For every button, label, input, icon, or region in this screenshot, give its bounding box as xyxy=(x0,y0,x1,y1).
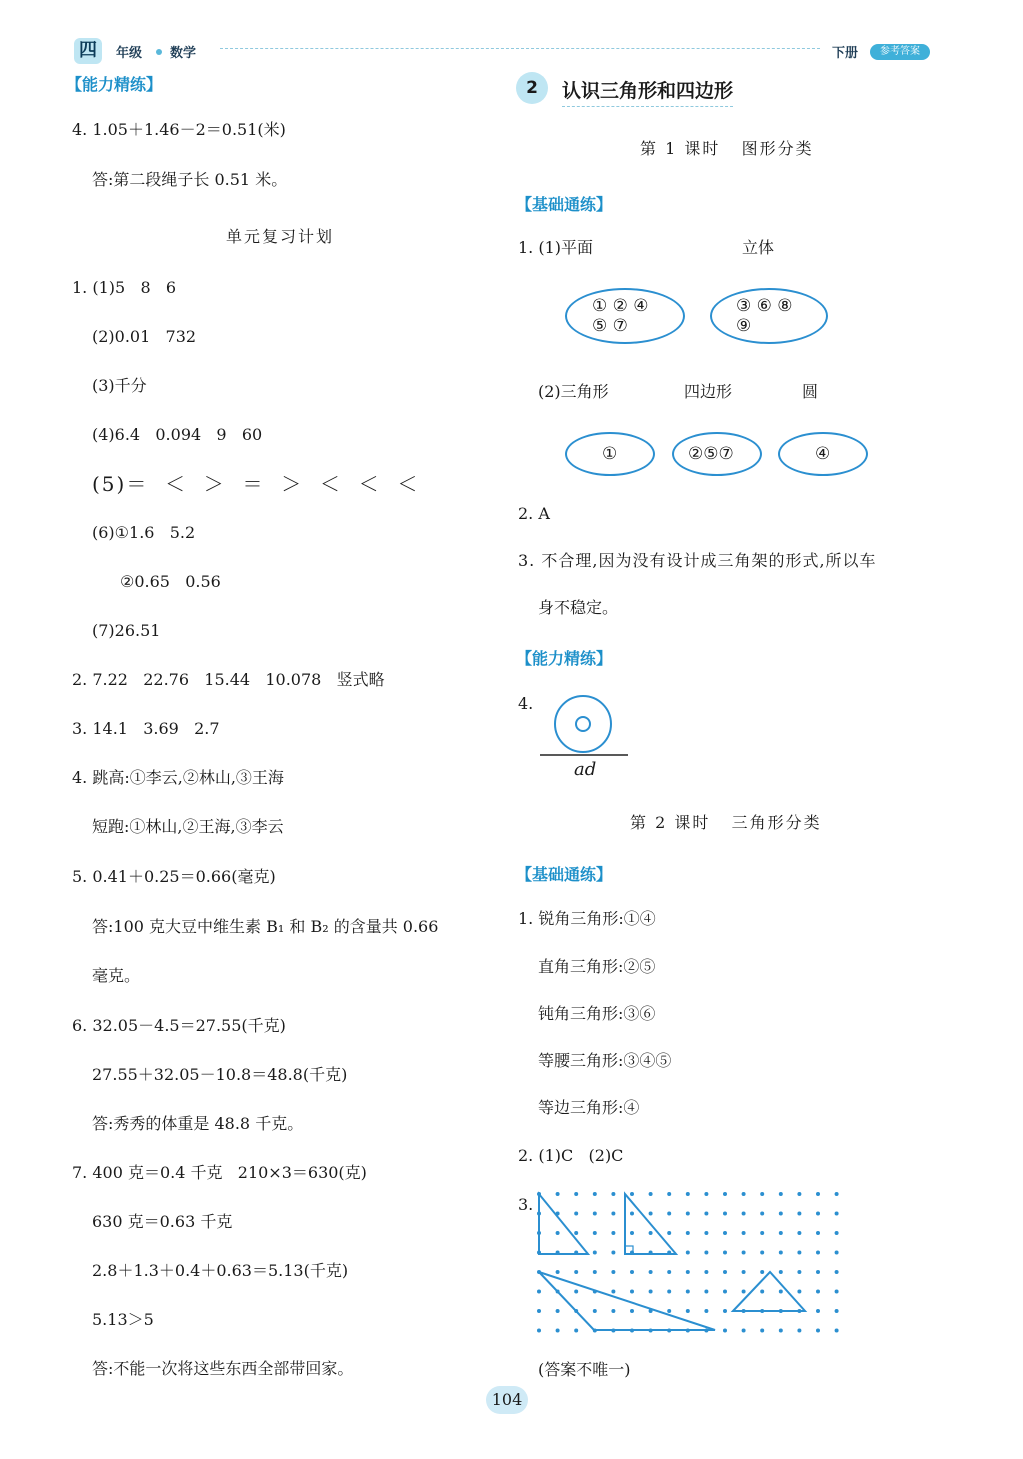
grid-dot xyxy=(686,1192,690,1196)
grid-dot xyxy=(704,1270,708,1274)
grid-dot xyxy=(593,1212,597,1216)
grid-dot xyxy=(686,1231,690,1235)
chapter-title: 认识三角形和四边形 xyxy=(562,76,733,107)
answer-line: 630 克＝0.63 千克 xyxy=(92,1212,233,1231)
grid-dot xyxy=(667,1231,671,1235)
grid-dot xyxy=(760,1290,764,1294)
grid-dot xyxy=(574,1231,578,1235)
ellipse-text: ③ ⑥ ⑧ xyxy=(736,296,793,316)
answer-line: 1. (1)5 8 6 xyxy=(72,278,177,297)
grid-dot xyxy=(816,1231,820,1235)
grid-dot xyxy=(835,1231,839,1235)
answer-line: 7. 400 克＝0.4 千克 210×3＝630(克) xyxy=(72,1163,367,1182)
grid-dot xyxy=(742,1329,746,1333)
grid-dot xyxy=(611,1231,615,1235)
answer-line: (6)①1.6 5.2 xyxy=(92,523,196,542)
grid-dot xyxy=(779,1231,783,1235)
ellipse-text: ① xyxy=(602,444,618,464)
ellipse-text: ① ② ④ xyxy=(592,296,649,316)
answer-line: 答:第二段绳子长 0.51 米。 xyxy=(92,170,288,189)
grid-dot xyxy=(667,1270,671,1274)
answer-line: 5.13＞5 xyxy=(92,1310,154,1329)
grid-dot xyxy=(611,1192,615,1196)
grid-dot xyxy=(742,1192,746,1196)
answer-line: 27.55＋32.05－10.8＝48.8(千克) xyxy=(92,1065,348,1084)
grid-dot xyxy=(556,1231,560,1235)
answer-line: ②0.65 0.56 xyxy=(120,572,221,591)
grid-dot xyxy=(574,1270,578,1274)
answer-line: 3. xyxy=(518,1195,534,1214)
grid-dot xyxy=(667,1192,671,1196)
triangle-3 xyxy=(539,1272,715,1330)
grid-dot xyxy=(835,1270,839,1274)
grid-dot xyxy=(723,1251,727,1255)
grid-dot xyxy=(760,1251,764,1255)
answer-line: 等边三角形:④ xyxy=(538,1098,640,1117)
grid-dot xyxy=(593,1251,597,1255)
dot-grid-triangles xyxy=(530,1188,850,1338)
answer-line: 1. (1)平面 xyxy=(518,238,594,257)
answer-line: (2)0.01 732 xyxy=(92,327,197,346)
grid-dot xyxy=(779,1329,783,1333)
grid-dot xyxy=(537,1329,541,1333)
answer-note: (答案不唯一) xyxy=(538,1360,631,1379)
outer-circle xyxy=(555,696,611,752)
grid-dot xyxy=(797,1231,801,1235)
grid-dot xyxy=(649,1192,653,1196)
grid-dot xyxy=(816,1290,820,1294)
grid-dot xyxy=(704,1192,708,1196)
grid-dot xyxy=(593,1192,597,1196)
subject-label: 数学 xyxy=(170,46,197,61)
answer-line: 短跑:①林山,②王海,③李云 xyxy=(92,817,284,836)
grid-dot xyxy=(630,1231,634,1235)
answer-line: 等腰三角形:③④⑤ xyxy=(538,1051,672,1070)
grid-dot xyxy=(760,1192,764,1196)
answer-line: 答:不能一次将这些东西全部带回家。 xyxy=(92,1359,354,1378)
answer-line: 立体 xyxy=(742,238,775,257)
header-divider xyxy=(220,48,820,49)
grid-dot xyxy=(630,1309,634,1313)
grid-dot xyxy=(816,1251,820,1255)
answer-line: 4. xyxy=(518,694,534,713)
grid-dot xyxy=(630,1290,634,1294)
chapter-number: 2 xyxy=(516,72,548,104)
grid-dot xyxy=(611,1251,615,1255)
answer-line: 2.8＋1.3＋0.4＋0.63＝5.13(千克) xyxy=(92,1261,349,1280)
grid-dot xyxy=(667,1309,671,1313)
answer-line: 答:秀秀的体重是 48.8 千克。 xyxy=(92,1114,304,1133)
grid-dot xyxy=(835,1329,839,1333)
triangle-2 xyxy=(625,1194,676,1254)
grid-dot xyxy=(723,1270,727,1274)
inner-circle xyxy=(576,717,590,731)
answer-line: (5)＝ ＜ ＞ ＝ ＞ ＜ ＜ ＜ xyxy=(92,472,420,496)
grid-dot xyxy=(556,1192,560,1196)
grid-dot xyxy=(556,1270,560,1274)
section-basic: 【基础通练】 xyxy=(516,195,613,214)
grid-dot xyxy=(835,1290,839,1294)
grid-dot xyxy=(742,1270,746,1274)
grid-dot xyxy=(760,1212,764,1216)
answer-line: 1. 锐角三角形:①④ xyxy=(518,909,656,928)
grid-dot xyxy=(742,1251,746,1255)
ellipse-text: ②⑤⑦ xyxy=(688,444,734,464)
grid-dot xyxy=(723,1329,727,1333)
grid-dot xyxy=(611,1290,615,1294)
grid-dot xyxy=(686,1251,690,1255)
diagram-label: ad xyxy=(574,759,597,780)
page-number: 104 xyxy=(486,1386,528,1414)
grid-dot xyxy=(649,1270,653,1274)
grid-dot xyxy=(835,1309,839,1313)
page-header xyxy=(70,36,950,70)
volume-label: 下册 xyxy=(832,46,859,61)
grid-dot xyxy=(611,1309,615,1313)
grid-dot xyxy=(742,1290,746,1294)
grid-dot xyxy=(742,1212,746,1216)
section-ability-right: 【能力精练】 xyxy=(516,649,613,668)
section-ability-left: 【能力精练】 xyxy=(66,75,163,94)
answer-line: 直角三角形:②⑤ xyxy=(538,957,656,976)
grid-dot xyxy=(816,1192,820,1196)
grid-dot xyxy=(760,1231,764,1235)
grid-dot xyxy=(686,1290,690,1294)
ellipse-text: ⑤ ⑦ xyxy=(592,316,628,336)
grid-dot xyxy=(686,1270,690,1274)
answer-line: 身不稳定。 xyxy=(538,598,619,617)
grid-dot xyxy=(556,1309,560,1313)
grid-dot xyxy=(835,1212,839,1216)
grid-dot xyxy=(779,1270,783,1274)
grid-dot xyxy=(797,1212,801,1216)
answer-line: 2. A xyxy=(518,504,550,523)
grid-dot xyxy=(704,1251,708,1255)
grid-dot xyxy=(742,1231,746,1235)
grid-dot xyxy=(816,1270,820,1274)
grid-dot xyxy=(723,1290,727,1294)
grid-dot xyxy=(816,1309,820,1313)
grid-dot xyxy=(537,1309,541,1313)
lesson-title: 第 2 课时 三角形分类 xyxy=(630,813,822,832)
grid-dot xyxy=(630,1192,634,1196)
header-dot xyxy=(156,49,162,55)
grid-dot xyxy=(704,1290,708,1294)
grid-dot xyxy=(649,1290,653,1294)
grid-dot xyxy=(723,1309,727,1313)
answer-line: 3. 14.1 3.69 2.7 xyxy=(72,719,220,738)
lesson-title: 第 1 课时 图形分类 xyxy=(640,139,814,158)
grid-dot xyxy=(574,1192,578,1196)
grid-dot xyxy=(667,1212,671,1216)
ellipse-text: ④ xyxy=(815,444,831,464)
grid-dot xyxy=(704,1212,708,1216)
answer-line: 2. (1)C (2)C xyxy=(518,1146,624,1165)
answer-line: 4. 1.05＋1.46－2＝0.51(米) xyxy=(72,120,286,139)
grid-dot xyxy=(574,1212,578,1216)
grid-dot xyxy=(574,1290,578,1294)
ellipse-text: ⑨ xyxy=(736,316,752,336)
grid-dot xyxy=(723,1192,727,1196)
grid-dot xyxy=(797,1290,801,1294)
answer-line: 5. 0.41＋0.25＝0.66(毫克) xyxy=(72,867,276,886)
grid-dot xyxy=(760,1270,764,1274)
answer-line: 答:100 克大豆中维生素 B₁ 和 B₂ 的含量共 0.66 xyxy=(92,917,439,936)
grid-dot xyxy=(797,1329,801,1333)
grid-dot xyxy=(723,1212,727,1216)
grid-dot xyxy=(704,1231,708,1235)
grid-dot xyxy=(630,1212,634,1216)
grid-dot xyxy=(611,1270,615,1274)
grade-label: 年级 xyxy=(116,46,143,61)
grid-dot xyxy=(816,1329,820,1333)
grid-dot xyxy=(667,1290,671,1294)
grid-dot xyxy=(686,1212,690,1216)
grid-dot xyxy=(686,1309,690,1313)
answer-line: 圆 xyxy=(802,382,819,401)
grid-dot xyxy=(779,1251,783,1255)
grid-dot xyxy=(797,1251,801,1255)
grid-dot xyxy=(630,1270,634,1274)
answer-tag: 参考答案 xyxy=(870,44,930,60)
review-title: 单元复习计划 xyxy=(226,227,335,246)
answer-line: 钝角三角形:③⑥ xyxy=(538,1004,656,1023)
answer-line: (2)三角形 xyxy=(538,382,609,401)
grid-dot xyxy=(593,1309,597,1313)
answer-line: (4)6.4 0.094 9 60 xyxy=(92,425,263,444)
grade-badge: 四 xyxy=(74,38,102,64)
grid-dot xyxy=(649,1212,653,1216)
grid-dot xyxy=(779,1212,783,1216)
grid-dot xyxy=(835,1251,839,1255)
grid-dot xyxy=(593,1270,597,1274)
grid-dot xyxy=(611,1212,615,1216)
section-basic: 【基础通练】 xyxy=(516,865,613,884)
grid-dot xyxy=(649,1231,653,1235)
answer-line: 6. 32.05－4.5＝27.55(千克) xyxy=(72,1016,286,1035)
grid-dot xyxy=(835,1192,839,1196)
answer-line: 4. 跳高:①李云,②林山,③王海 xyxy=(72,768,284,787)
grid-dot xyxy=(574,1329,578,1333)
answer-line: 四边形 xyxy=(684,382,733,401)
answer-line: (7)26.51 xyxy=(92,621,161,640)
grid-dot xyxy=(797,1270,801,1274)
answer-line: (3)千分 xyxy=(92,376,147,395)
triangle-1 xyxy=(539,1194,588,1254)
grid-dot xyxy=(723,1231,727,1235)
grid-dot xyxy=(537,1290,541,1294)
grid-dot xyxy=(797,1192,801,1196)
grid-dot xyxy=(816,1212,820,1216)
grid-dot xyxy=(593,1231,597,1235)
grid-dot xyxy=(760,1329,764,1333)
answer-line: 3. 不合理,因为没有设计成三角架的形式,所以车 xyxy=(518,551,877,570)
answer-line: 2. 7.22 22.76 15.44 10.078 竖式略 xyxy=(72,670,385,689)
grid-dot xyxy=(704,1309,708,1313)
grid-dot xyxy=(779,1290,783,1294)
grid-dot xyxy=(556,1329,560,1333)
grid-dot xyxy=(779,1192,783,1196)
answer-line: 毫克。 xyxy=(92,966,141,985)
